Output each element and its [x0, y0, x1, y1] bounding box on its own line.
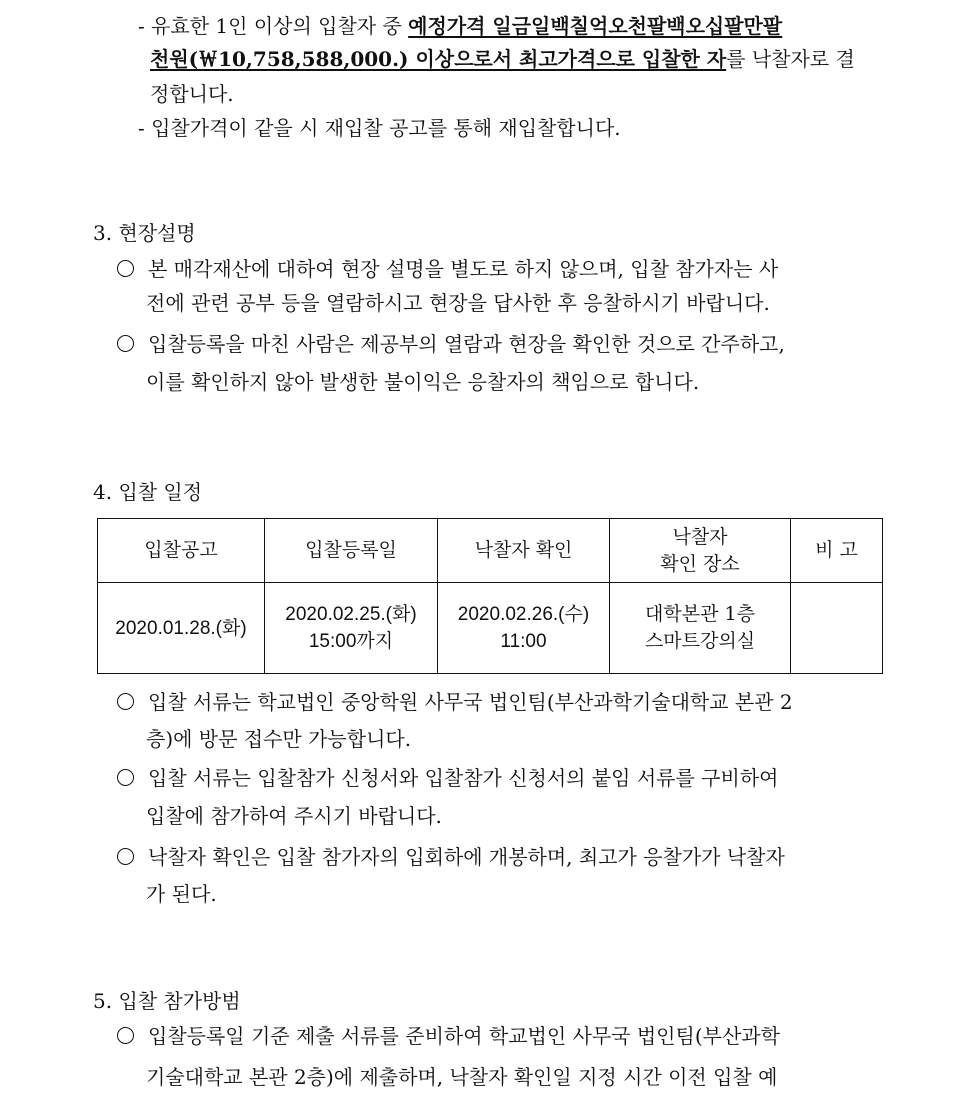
table-cell [610, 583, 791, 674]
cell-line: 2020.02.26.(수) [457, 604, 590, 625]
list-item [117, 255, 778, 283]
emphasized-text: 예정가격 일금일백칠억오천팔백오십팔만팔 [408, 14, 783, 38]
cell-line: 11:00 [500, 631, 547, 652]
text-line: - 입찰가격이 같을 시 재입찰 공고를 통해 재입찰합니다. [138, 116, 621, 140]
list-item [117, 764, 778, 792]
list-item-text: 입찰등록일 기준 제출 서류를 준비하여 학교법인 사무국 법인팀(부산과학 [148, 1024, 780, 1048]
circle-bullet-icon [117, 1027, 134, 1044]
table-header-cell: 비 고 [791, 519, 883, 583]
emphasized-text: 천원(￦10,758,588,000.) 이상으로서 최고가격으로 입찰한 자 [150, 47, 727, 71]
circle-bullet-icon [117, 848, 134, 865]
table-row [98, 583, 883, 674]
section-heading: 3. 현장설명 [93, 221, 196, 245]
cell-line: 15:00까지 [308, 631, 394, 652]
list-item [117, 843, 785, 871]
table-cell: 2020.01.28.(화) [98, 583, 265, 674]
section-heading: 5. 입찰 참가방범 [93, 989, 241, 1013]
list-item-text: 입찰등록을 마친 사람은 제공부의 열람과 현장을 확인한 것으로 간주하고, [148, 332, 785, 356]
section-heading: 4. 입찰 일정 [93, 480, 203, 504]
table-header-cell [610, 519, 791, 583]
text-line: 정합니다. [150, 82, 234, 106]
list-item [117, 330, 785, 358]
circle-bullet-icon [117, 335, 134, 352]
circle-bullet-icon [117, 769, 134, 786]
header-line: 확인 장소 [660, 552, 740, 575]
list-item-continuation: 기술대학교 본관 2층)에 제출하며, 낙찰자 확인일 지정 시간 이전 입찰 예 [146, 1065, 778, 1089]
list-item-continuation: 입찰에 참가하여 주시기 바랍니다. [146, 804, 442, 828]
list-item-continuation: 전에 관련 공부 등을 열람하시고 현장을 답사한 후 응찰하시기 바랍니다. [146, 291, 770, 315]
table-cell [791, 583, 883, 674]
table-cell [438, 583, 610, 674]
circle-bullet-icon [117, 693, 134, 710]
header-line: 낙찰자 [672, 525, 728, 548]
text-line [138, 12, 782, 40]
table-header-cell: 입찰공고 [98, 519, 265, 583]
circle-bullet-icon [117, 260, 134, 277]
list-item-text: 본 매각재산에 대하여 현장 설명을 별도로 하지 않으며, 입찰 참가자는 사 [148, 257, 779, 281]
schedule-table [97, 518, 883, 674]
list-item-continuation: 층)에 방문 접수만 가능합니다. [146, 727, 412, 751]
text-span: - 유효한 1인 이상의 입찰자 중 [138, 14, 409, 38]
list-item [117, 688, 793, 716]
table-header-row [98, 519, 883, 583]
cell-line: 대학본관 1층 [645, 603, 755, 625]
list-item-continuation: 이를 확인하지 않아 발생한 불이익은 응찰자의 책임으로 합니다. [146, 370, 700, 394]
list-item [117, 1022, 780, 1050]
cell-line: 2020.02.25.(화) [285, 604, 417, 625]
table-cell [265, 583, 438, 674]
list-item-text: 입찰 서류는 입찰참가 신청서와 입찰참가 신청서의 붙임 서류를 구비하여 [148, 766, 779, 790]
cell-line: 스마트강의실 [644, 630, 756, 652]
text-line [150, 45, 855, 73]
list-item-text: 입찰 서류는 학교법인 중앙학원 사무국 법인팀(부산과학기술대학교 본관 2 [148, 690, 793, 714]
list-item-text: 낙찰자 확인은 입찰 참가자의 입회하에 개봉하며, 최고가 응찰가가 낙찰자 [148, 845, 785, 869]
table-header-cell: 낙찰자 확인 [438, 519, 610, 583]
table-header-cell: 입찰등록일 [265, 519, 438, 583]
text-span: 를 낙찰자로 결 [726, 47, 855, 71]
list-item-continuation: 가 된다. [146, 882, 217, 906]
